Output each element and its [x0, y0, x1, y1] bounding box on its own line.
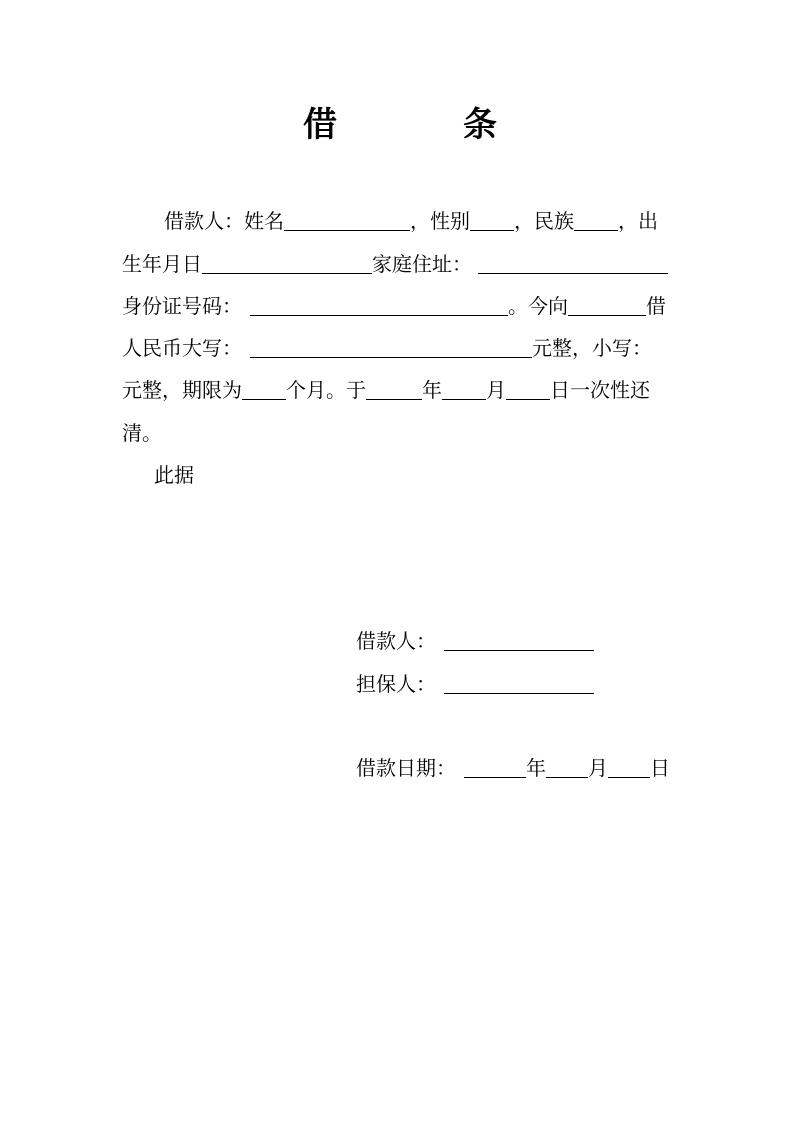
gender-field[interactable]	[470, 206, 514, 231]
birth-prefix-text: ，出	[618, 209, 658, 233]
months-on-text: 个月。于	[286, 378, 366, 402]
guarantor-signature-field[interactable]	[444, 669, 594, 694]
loan-day-label: 日	[650, 756, 670, 780]
body-line-5	[122, 375, 650, 405]
gender-label: ，性别	[410, 209, 470, 233]
yuan-term-text: 元整，期限为	[122, 378, 242, 402]
repay-day-text: 日一次性还	[550, 378, 650, 402]
yuan-small-label: 元整，小写：	[532, 336, 652, 360]
document-title: 借 条	[303, 105, 543, 145]
ethnicity-field[interactable]	[574, 206, 618, 231]
body-line-4	[122, 333, 652, 363]
body-line-7	[154, 460, 194, 490]
loan-day-field[interactable]	[608, 753, 650, 778]
loan-date-line	[356, 753, 670, 783]
repay-day-field[interactable]	[506, 375, 550, 400]
body-line-6	[122, 418, 162, 448]
lender-field[interactable]	[568, 291, 646, 316]
repay-year-label: 年	[422, 378, 442, 402]
rmb-upper-label: 人民币大写：	[122, 336, 242, 360]
repay-year-field[interactable]	[366, 375, 422, 400]
loan-date-label: 借款日期：	[356, 756, 456, 780]
body-line-2	[122, 249, 668, 279]
id-number-label: 身份证号码：	[122, 294, 242, 318]
address-label: 家庭住址：	[372, 252, 472, 276]
hereby-text: 此据	[154, 463, 194, 487]
address-field[interactable]	[478, 249, 668, 274]
body-line-1	[164, 206, 658, 236]
loan-month-label: 月	[588, 756, 608, 780]
id-number-field[interactable]	[250, 291, 508, 316]
guarantor-signature-label: 担保人：	[356, 672, 436, 696]
repay-month-label: 月	[486, 378, 506, 402]
borrow-text: 借	[646, 294, 666, 318]
loan-year-label: 年	[526, 756, 546, 780]
borrower-name-label: 借款人：姓名	[164, 209, 284, 233]
clear-text: 清。	[122, 421, 162, 445]
repay-month-field[interactable]	[442, 375, 486, 400]
borrower-signature-label: 借款人：	[356, 629, 436, 653]
lend-to-text: 。今向	[508, 294, 568, 318]
loan-year-field[interactable]	[464, 753, 526, 778]
birth-date-label: 生年月日	[122, 252, 202, 276]
term-months-field[interactable]	[242, 375, 286, 400]
guarantor-signature-line	[356, 669, 594, 699]
birth-date-field[interactable]	[202, 249, 372, 274]
rmb-upper-field[interactable]	[250, 333, 532, 358]
ethnicity-label: ，民族	[514, 209, 574, 233]
borrower-name-field[interactable]	[284, 206, 410, 231]
borrower-signature-line	[356, 626, 594, 656]
borrower-signature-field[interactable]	[444, 626, 594, 651]
body-line-3	[122, 291, 666, 321]
loan-month-field[interactable]	[546, 753, 588, 778]
